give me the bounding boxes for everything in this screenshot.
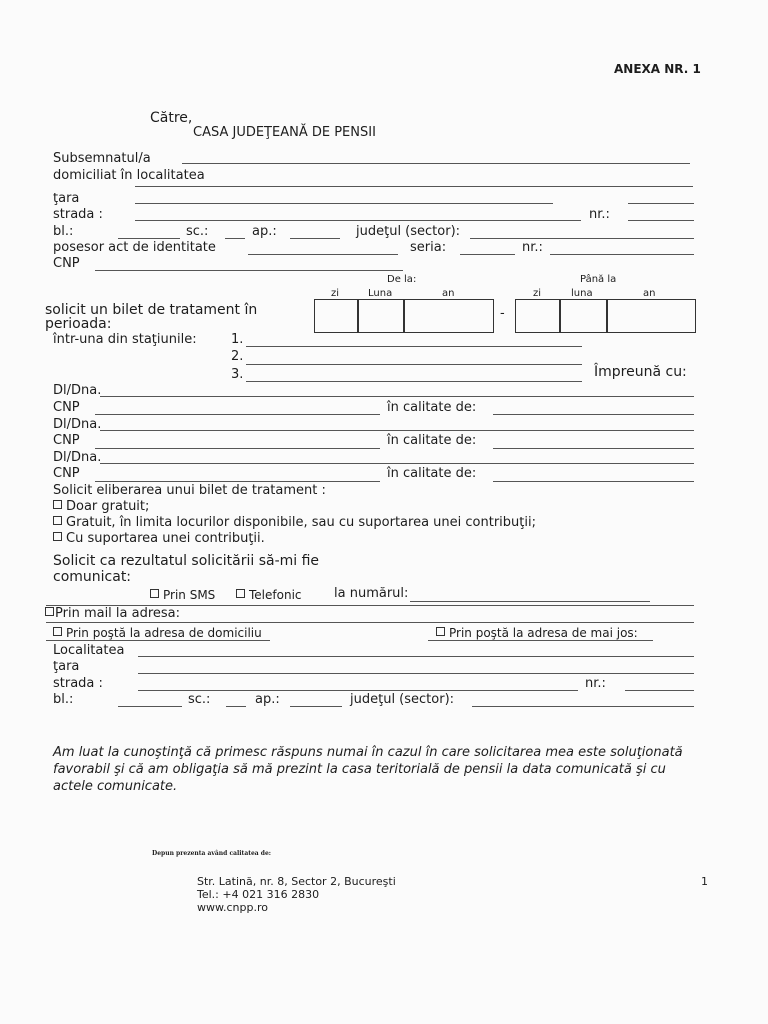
id-field[interactable] xyxy=(248,254,398,255)
companion-1-cnp-field[interactable] xyxy=(95,414,380,415)
alt-ap-label: ap.: xyxy=(255,692,280,707)
cnp-label: CNP xyxy=(53,256,80,271)
alt-street-field[interactable] xyxy=(138,690,578,691)
communication-label-line1: Solicit ca rezultatul solicitării să-mi fie xyxy=(53,553,320,569)
sms-option[interactable]: Prin SMS xyxy=(150,588,215,602)
locality-label: domiciliat în localitatea xyxy=(53,168,205,183)
resort-3-number: 3. xyxy=(231,367,244,382)
institution-name: CASA JUDEŢEANĂ DE PENSII xyxy=(193,125,376,140)
resorts-label: într-una din staţiunile: xyxy=(53,332,197,347)
county-field[interactable] xyxy=(470,238,694,239)
resort-1-number: 1. xyxy=(231,332,244,347)
county-label: judeţul (sector): xyxy=(356,224,461,239)
bl-label: bl.: xyxy=(53,224,74,239)
street-label: strada : xyxy=(53,207,103,222)
alt-bl-field[interactable] xyxy=(118,706,182,707)
to-day-box[interactable] xyxy=(515,299,561,333)
option-free-or-contribution-checkbox[interactable] xyxy=(53,516,62,525)
cnp-field[interactable] xyxy=(95,270,403,271)
post-home-underline xyxy=(46,640,270,641)
companion-1-role-label: în calitate de: xyxy=(387,400,477,415)
to-day-header: zi xyxy=(533,288,542,299)
companion-3-role-label: în calitate de: xyxy=(387,466,477,481)
deposit-capacity-note: Depun prezenta având calitatea de: xyxy=(152,850,271,857)
companion-2-name-label: Dl/Dna. xyxy=(53,417,102,432)
companion-1-role-field[interactable] xyxy=(493,414,694,415)
companion-3-role-field[interactable] xyxy=(493,481,694,482)
alt-locality-field[interactable] xyxy=(138,656,694,657)
resort-3-field[interactable] xyxy=(246,381,582,382)
companion-2-role-field[interactable] xyxy=(493,448,694,449)
country-field[interactable] xyxy=(135,203,553,204)
post-home-checkbox[interactable] xyxy=(53,627,62,636)
footer-address: Str. Latină, nr. 8, Sector 2, Bucureşti xyxy=(197,875,396,888)
page-number: 1 xyxy=(701,875,708,888)
alt-country-label: ţara xyxy=(53,659,80,674)
post-other-option[interactable]: Prin poştă la adresa de mai jos: xyxy=(436,626,638,640)
addressee-to: Către, xyxy=(150,110,193,126)
email-field[interactable] xyxy=(46,622,694,623)
companion-2-cnp-label: CNP xyxy=(53,433,80,448)
to-month-box[interactable] xyxy=(559,299,608,333)
from-year-header: an xyxy=(442,288,455,299)
companion-2-role-label: în calitate de: xyxy=(387,433,477,448)
alt-county-label: judeţul (sector): xyxy=(350,692,455,707)
resort-2-field[interactable] xyxy=(246,364,582,365)
phone-number-label: la numărul: xyxy=(334,586,409,601)
to-label: Până la xyxy=(580,274,617,285)
companion-3-name-field[interactable] xyxy=(100,463,694,464)
country-extra-field[interactable] xyxy=(628,203,694,204)
resort-1-field[interactable] xyxy=(246,346,582,347)
companion-2-cnp-field[interactable] xyxy=(95,448,380,449)
nr-field[interactable] xyxy=(628,220,694,221)
alt-nr-label: nr.: xyxy=(585,676,606,691)
companion-3-name-label: Dl/Dna. xyxy=(53,450,102,465)
from-month-box[interactable] xyxy=(357,299,405,333)
name-field[interactable] xyxy=(182,163,690,164)
footer-website: www.cnpp.ro xyxy=(197,901,268,914)
annex-number: ANEXA NR. 1 xyxy=(614,62,701,76)
alt-bl-label: bl.: xyxy=(53,692,74,707)
companion-3-cnp-field[interactable] xyxy=(95,481,380,482)
street-field[interactable] xyxy=(135,220,581,221)
from-day-header: zi xyxy=(331,288,340,299)
bl-field[interactable] xyxy=(118,238,180,239)
acknowledgement-statement: Am luat la cunoştinţă că primesc răspuns numai în cazul în care solicitarea mea este soluţionată favorabil şi că am obligaţia să mă prezint la casa teritorială de pensii la data comunicată şi cu actele comunicate. xyxy=(53,745,683,794)
id-label: posesor act de identitate xyxy=(53,240,216,255)
id-nr-label: nr.: xyxy=(522,240,543,255)
ap-field[interactable] xyxy=(290,238,340,239)
option-free-checkbox[interactable] xyxy=(53,500,62,509)
to-year-header: an xyxy=(643,288,656,299)
post-home-option[interactable]: Prin poştă la adresa de domiciliu xyxy=(53,626,262,640)
series-label: seria: xyxy=(410,240,447,255)
companion-1-cnp-label: CNP xyxy=(53,400,80,415)
phone-number-field[interactable] xyxy=(410,601,650,602)
alt-country-field[interactable] xyxy=(138,673,694,674)
sc-field[interactable] xyxy=(225,238,245,239)
post-other-checkbox[interactable] xyxy=(436,627,445,636)
alt-nr-field[interactable] xyxy=(625,690,694,691)
ticket-type-label: Solicit eliberarea unui bilet de tratament : xyxy=(53,483,326,498)
period-dash: - xyxy=(500,306,505,321)
from-day-box[interactable] xyxy=(314,299,359,333)
phone-checkbox[interactable] xyxy=(236,589,245,598)
name-label: Subsemnatul/a xyxy=(53,151,151,166)
resort-2-number: 2. xyxy=(231,349,244,364)
id-nr-field[interactable] xyxy=(550,254,694,255)
option-contribution[interactable]: Cu suportarea unei contribuţii. xyxy=(53,531,265,546)
companion-1-name-field[interactable] xyxy=(100,396,694,397)
email-option[interactable]: Prin mail la adresa: xyxy=(45,606,180,621)
from-label: De la: xyxy=(387,274,417,285)
sms-checkbox[interactable] xyxy=(150,589,159,598)
post-other-underline xyxy=(428,640,653,641)
communication-label-line2: comunicat: xyxy=(53,569,132,585)
phone-option[interactable]: Telefonic xyxy=(236,588,302,602)
alt-county-field[interactable] xyxy=(472,706,694,707)
ap-label: ap.: xyxy=(252,224,277,239)
alt-sc-field[interactable] xyxy=(226,706,246,707)
from-month-header: Luna xyxy=(368,288,393,299)
request-line2: perioada: xyxy=(45,316,112,332)
together-label: Împreună cu: xyxy=(594,364,687,380)
alt-sc-label: sc.: xyxy=(188,692,211,707)
companion-2-name-field[interactable] xyxy=(100,430,694,431)
series-field[interactable] xyxy=(460,254,515,255)
companion-3-cnp-label: CNP xyxy=(53,466,80,481)
companion-1-name-label: Dl/Dna. xyxy=(53,383,102,398)
to-year-box[interactable] xyxy=(606,299,696,333)
request-line1: solicit un bilet de tratament în xyxy=(45,302,258,318)
option-free[interactable]: Doar gratuit; xyxy=(53,499,149,514)
locality-field[interactable] xyxy=(135,186,693,187)
alt-locality-label: Localitatea xyxy=(53,643,125,658)
footer-phone: Tel.: +4 021 316 2830 xyxy=(197,888,320,901)
sc-label: sc.: xyxy=(186,224,209,239)
nr-label: nr.: xyxy=(589,207,610,222)
country-label: ţara xyxy=(53,191,80,206)
option-contribution-checkbox[interactable] xyxy=(53,532,62,541)
from-year-box[interactable] xyxy=(403,299,494,333)
to-month-header: luna xyxy=(571,288,593,299)
email-checkbox[interactable] xyxy=(45,607,54,616)
alt-ap-field[interactable] xyxy=(290,706,342,707)
alt-street-label: strada : xyxy=(53,676,103,691)
option-free-or-contribution[interactable]: Gratuit, în limita locurilor disponibile, sau cu suportarea unei contribuţii; xyxy=(53,515,536,530)
